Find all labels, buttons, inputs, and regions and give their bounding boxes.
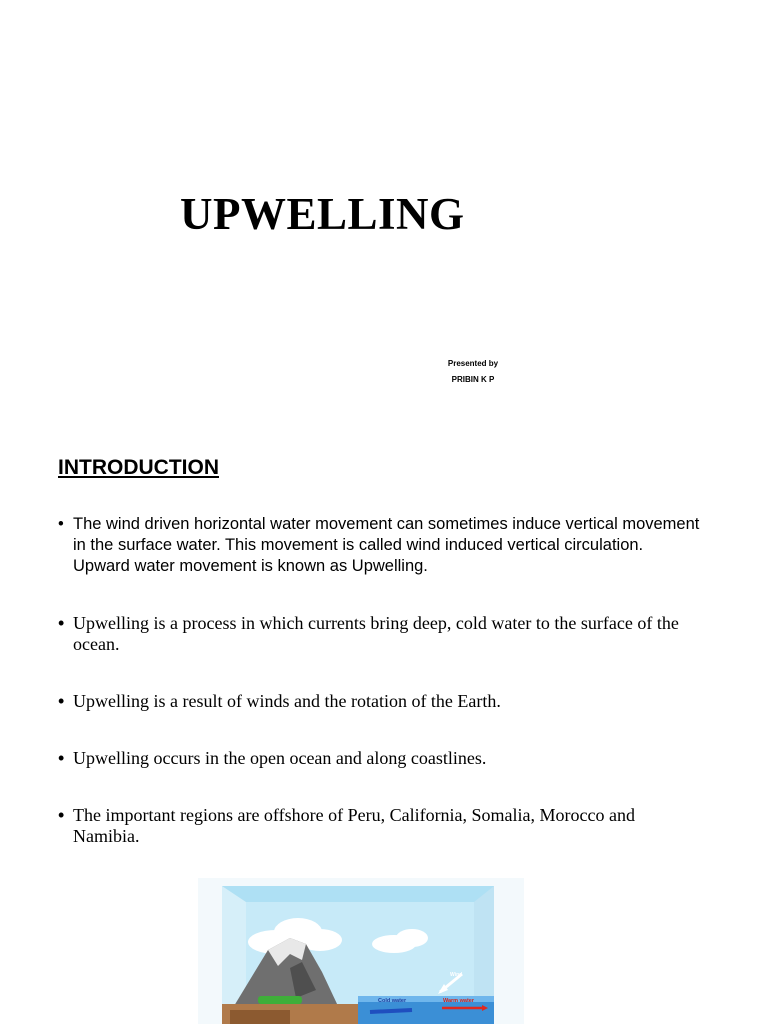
bullet-item: • Upwelling is a result of winds and the rotation of the Earth.: [58, 691, 703, 712]
bullet-item: • The wind driven horizontal water movement can sometimes induce vertical movement in the surface water. This movement is called wind induced vertical circulation. Upward water movement is known as Upwelling.: [58, 514, 703, 577]
cold-water-label: Cold water: [378, 998, 407, 1004]
wind-label: Wind: [450, 972, 463, 978]
presented-by-label: Presented by: [447, 359, 499, 368]
cold-water-arrow: [370, 1010, 412, 1012]
bullet-list: [58, 514, 703, 847]
land-dark: [230, 1010, 290, 1024]
warm-water-label: Warm water: [443, 998, 474, 1004]
grass: [258, 996, 302, 1004]
bullet-item: • Upwelling is a process in which currents bring deep, cold water to the surface of the ocean.: [58, 613, 703, 655]
presenter-block: [440, 356, 506, 388]
section-heading: INTRODUCTION: [58, 456, 219, 479]
upwelling-diagram: [198, 878, 524, 1024]
bullet-item: • Upwelling occurs in the open ocean and along coastlines.: [58, 748, 703, 769]
presenter-name: PRIBIN K P: [451, 375, 495, 384]
bullet-item: • The important regions are offshore of Peru, California, Somalia, Morocco and Namibia.: [58, 805, 703, 847]
slide-title: UPWELLING: [180, 189, 465, 239]
